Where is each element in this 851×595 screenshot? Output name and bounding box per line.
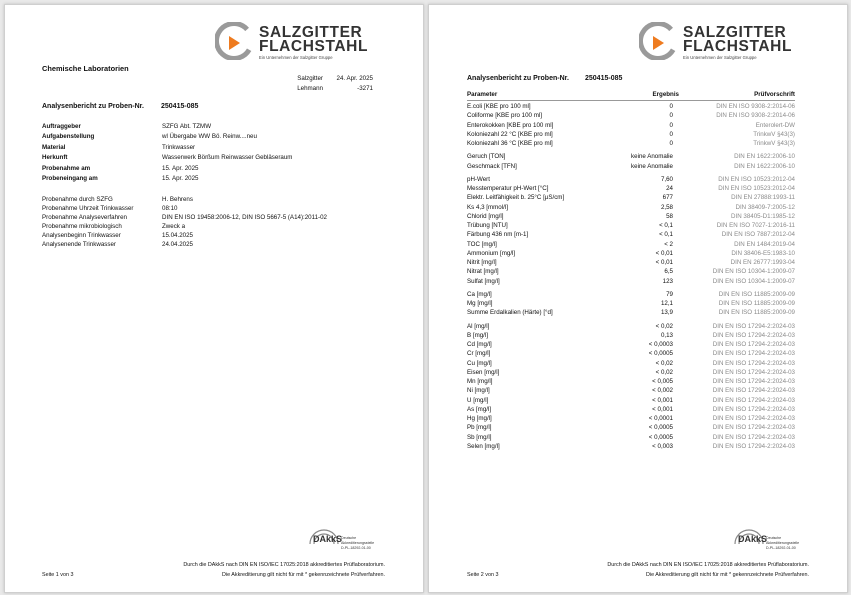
table-row-parameter: TOC [mg/l]: [467, 240, 497, 248]
table-row-result: 0: [669, 140, 673, 147]
table-row-method: DIN EN ISO 17294-2:2024-03: [712, 405, 795, 413]
detail-value: H. Behrens: [162, 196, 193, 203]
table-row-parameter: Chlorid [mg/l]: [467, 212, 504, 220]
contact-name: Lehmann: [297, 85, 323, 92]
table-row-method: DIN EN ISO 9308-2:2014-06: [716, 112, 795, 120]
table-row-method: DIN EN ISO 10523:2012-04: [718, 185, 795, 192]
table-row-method: DIN EN ISO 10304-1:2009-07: [712, 277, 795, 285]
table-row-parameter: Summe Erdalkalien (Härte) [°d]: [467, 309, 553, 317]
table-row-parameter: Ca [mg/l]: [467, 290, 492, 298]
table-row-result: 677: [662, 194, 673, 202]
dakks-line1: Deutsche: [341, 536, 357, 540]
table-row-method: DIN EN ISO 17294-2:2024-03: [712, 442, 795, 450]
table-row-result: 2,58: [660, 203, 673, 211]
table-row-parameter: Färbung 436 nm [m-1]: [467, 231, 529, 239]
header-result: Ergebnis: [652, 91, 679, 98]
table-row-parameter: E.coli [KBE pro 100 ml]: [467, 103, 531, 110]
table-row-parameter: Koloniezahl 22 °C [KBE pro ml]: [467, 130, 553, 138]
table-row-result: < 0,02: [655, 322, 673, 330]
table-row-method: DIN 38405-D1:1985-12: [731, 212, 795, 220]
table-row-parameter: Messtemperatur pH-Wert [°C]: [467, 185, 549, 192]
header-method: Prüfvorschrift: [754, 91, 795, 98]
company-name-line1: SALZGITTER: [259, 24, 363, 41]
table-row-result: 0,13: [660, 331, 673, 339]
table-row-parameter: Mg [mg/l]: [467, 300, 493, 307]
detail-value: 24.04.2025: [162, 240, 193, 248]
detail-value: SZFG Abt. TZMW: [162, 123, 212, 130]
table-row-result: 0: [669, 121, 673, 129]
table-row-method: DIN EN ISO 17294-2:2024-03: [712, 424, 795, 432]
page-number: Seite 1 von 3: [42, 572, 74, 578]
table-row-result: < 0,002: [652, 387, 673, 395]
detail-value: DIN EN ISO 19458:2006-12, DIN ISO 5667-5 (A14):2011-02: [162, 213, 327, 221]
detail-value: 15. Apr. 2025: [162, 175, 199, 182]
detail-label: Probenahme Uhrzeit Trinkwasser: [42, 204, 134, 212]
dakks-line2: Akkreditierungsstelle: [766, 541, 800, 545]
report-number: 250415-085: [585, 75, 623, 82]
detail-label: Herkunft: [42, 154, 68, 162]
table-row-parameter: Cu [mg/l]: [467, 359, 492, 367]
table-row-parameter: Pb [mg/l]: [467, 424, 492, 432]
report-number: 250415-085: [161, 103, 199, 110]
table-row-result: < 0,0005: [648, 424, 673, 432]
dakks-line1: Deutsche: [766, 536, 782, 540]
page-number: Seite 2 von 3: [467, 572, 499, 578]
table-row-result: 0: [669, 112, 673, 120]
detail-label: Analysenbeginn Trinkwasser: [42, 231, 121, 239]
table-row-method: DIN EN 27888:1993-11: [731, 194, 795, 202]
table-row-parameter: Cd [mg/l]: [467, 341, 492, 348]
dakks-logo: [307, 522, 417, 554]
table-row-method: DIN EN ISO 17294-2:2024-03: [712, 415, 795, 422]
table-row-parameter: As [mg/l]: [467, 405, 492, 413]
report-date: 24. Apr. 2025: [336, 75, 373, 82]
footer-note: Die Akkreditierung gilt nicht für mit * gekennzeichnete Prüfverfahren.: [221, 572, 385, 578]
table-row-parameter: Koloniezahl 36 °C [KBE pro ml]: [467, 140, 553, 147]
table-row-result: 123: [662, 277, 673, 285]
company-name-line2: FLACHSTAHL: [683, 38, 793, 55]
table-row-parameter: pH-Wert: [467, 175, 490, 183]
company-logo: [215, 22, 415, 62]
table-row-result: < 0,02: [655, 359, 673, 367]
company-subline: Ein Unternehmen der Salzgitter Gruppe: [259, 55, 333, 60]
table-row-result: < 0,01: [655, 249, 673, 257]
table-row-parameter: Eisen [mg/l]: [467, 368, 500, 376]
table-row-method: DIN EN ISO 9308-2:2014-06: [716, 103, 795, 110]
table-row-method: DIN EN ISO 17294-2:2024-03: [712, 387, 795, 395]
dakks-name: DAkkS: [738, 534, 768, 544]
table-row-method: DIN EN ISO 11885:2009-09: [718, 309, 795, 317]
table-row-method: DIN EN ISO 17294-2:2024-03: [712, 341, 795, 348]
report-page-1: [4, 4, 424, 593]
place: Salzgitter: [297, 75, 323, 82]
table-row-result: 13,9: [660, 309, 673, 317]
table-row-result: < 0,001: [652, 396, 673, 404]
table-row-result: < 0,1: [659, 231, 673, 239]
table-row-result: 79: [666, 290, 673, 298]
dakks-logo: [732, 522, 842, 554]
detail-value: 15.04.2025: [162, 231, 193, 239]
table-row-parameter: Ni [mg/l]: [467, 387, 490, 395]
dakks-line2: Akkreditierungsstelle: [341, 541, 375, 545]
table-row-method: TrinkwV §43(3): [753, 130, 795, 138]
detail-value: 08:10: [162, 204, 178, 212]
table-row-parameter: Sulfat [mg/l]: [467, 277, 500, 285]
table-row-result: 24: [666, 185, 673, 192]
table-row-method: DIN EN ISO 17294-2:2024-03: [712, 359, 795, 367]
table-row-parameter: U [mg/l]: [467, 396, 489, 404]
contact-phone: -3271: [357, 85, 373, 92]
table-row-parameter: Geruch [TON]: [467, 153, 506, 161]
salzgitter-logo-icon: [215, 22, 253, 60]
table-row-result: keine Anomalie: [631, 162, 673, 170]
detail-label: Material: [42, 143, 66, 151]
detail-value: wl Übergabe WW Bö. Reinw....neu: [162, 133, 257, 141]
table-row-result: 0: [669, 103, 673, 110]
table-row-method: DIN 38409-7:2005-12: [735, 203, 795, 211]
table-row-result: < 0,0005: [648, 433, 673, 441]
report-title: Analysenbericht zu Proben-Nr.: [42, 103, 144, 110]
table-row-method: DIN EN ISO 17294-2:2024-03: [712, 368, 795, 376]
detail-label: Probenahme am: [42, 164, 91, 172]
footer-note: Die Akkreditierung gilt nicht für mit * gekennzeichnete Prüfverfahren.: [645, 572, 809, 578]
table-row-parameter: Ammonium [mg/l]: [467, 249, 516, 257]
table-row-result: 6,5: [664, 268, 673, 276]
company-logo: [639, 22, 839, 62]
table-row-method: DIN EN 1622:2006-10: [734, 162, 795, 170]
table-row-method: DIN EN ISO 7887:2012-04: [721, 231, 795, 239]
table-row-result: < 0,01: [655, 259, 673, 266]
table-row-result: keine Anomalie: [631, 153, 673, 161]
table-row-result: < 2: [664, 240, 673, 248]
dakks-name: DAkkS: [313, 534, 343, 544]
department-title: Chemische Laboratorien: [42, 64, 129, 73]
table-row-method: DIN EN ISO 11885:2009-09: [718, 300, 795, 307]
table-row-method: DIN EN ISO 10523:2012-04: [718, 175, 795, 183]
table-row-method: DIN EN ISO 17294-2:2024-03: [712, 322, 795, 330]
table-row-result: < 0,02: [655, 368, 673, 376]
salzgitter-logo-icon: [639, 22, 677, 60]
table-row-result: 58: [666, 212, 673, 220]
detail-value: Wasserwerk Börßum Reinwasser Gebläseraum: [162, 154, 293, 162]
table-row-parameter: B [mg/l]: [467, 331, 488, 339]
company-subline: Ein Unternehmen der Salzgitter Gruppe: [683, 55, 757, 60]
table-row-parameter: Elektr. Leitfähigkeit b. 25°C [µS/cm]: [467, 194, 565, 202]
table-row-parameter: Coliforme [KBE pro 100 ml]: [467, 112, 542, 120]
table-row-method: DIN EN ISO 17294-2:2024-03: [712, 378, 795, 385]
table-row-result: 12,1: [660, 300, 673, 307]
footer-accreditation: Durch die DAkkS nach DIN EN ISO/IEC 17025:2018 akkreditiertes Prüflaboratorium.: [183, 562, 385, 568]
table-row-method: DIN EN ISO 7027-1:2016-11: [716, 222, 795, 229]
table-row-parameter: Al [mg/l]: [467, 322, 490, 330]
table-row-parameter: Trübung [NTU]: [467, 222, 508, 229]
detail-label: Aufgabenstellung: [42, 133, 95, 141]
detail-value: 15. Apr. 2025: [162, 164, 199, 172]
table-row-method: DIN EN ISO 17294-2:2024-03: [712, 433, 795, 441]
table-row-method: Enterolert-DW: [755, 121, 795, 129]
table-row-result: 7,60: [660, 175, 673, 183]
table-row-result: < 0,001: [652, 405, 673, 413]
detail-label: Probenahme mikrobiologisch: [42, 222, 122, 230]
table-row-method: TrinkwV §43(3): [753, 140, 795, 147]
company-name-line2: FLACHSTAHL: [259, 38, 369, 55]
detail-value: Trinkwasser: [162, 143, 196, 151]
table-row-method: DIN 38406-E5:1983-10: [731, 249, 795, 257]
table-row-method: DIN EN ISO 17294-2:2024-03: [712, 350, 795, 358]
table-row-method: DIN EN ISO 17294-2:2024-03: [712, 396, 795, 404]
report-title: Analysenbericht zu Proben-Nr.: [467, 75, 569, 82]
table-row-method: DIN EN 1484:2019-04: [734, 240, 795, 248]
table-row-parameter: Enterokokken [KBE pro 100 ml]: [467, 121, 554, 129]
table-row-parameter: Sb [mg/l]: [467, 433, 492, 441]
company-name-line1: SALZGITTER: [683, 24, 787, 41]
header-parameter: Parameter: [467, 91, 498, 98]
header-divider: [467, 100, 795, 101]
table-row-method: DIN EN ISO 11885:2009-09: [718, 290, 795, 298]
table-row-parameter: Nitrat [mg/l]: [467, 268, 499, 276]
table-row-method: DIN EN 26777:1993-04: [730, 259, 795, 266]
table-row-result: < 0,003: [652, 442, 673, 450]
table-row-result: 0: [669, 130, 673, 138]
detail-value: Zweck a: [162, 222, 186, 230]
table-row-parameter: Cr [mg/l]: [467, 350, 491, 358]
table-row-parameter: Mn [mg/l]: [467, 378, 493, 385]
detail-label: Auftraggeber: [42, 123, 81, 130]
table-row-method: DIN EN ISO 10304-1:2009-07: [712, 268, 795, 276]
dakks-line3: D-PL-18292-01-00: [766, 546, 796, 550]
detail-label: Analysenende Trinkwasser: [42, 240, 116, 248]
table-row-result: < 0,0001: [648, 415, 673, 422]
table-row-method: DIN EN ISO 17294-2:2024-03: [712, 331, 795, 339]
table-row-parameter: Selen [mg/l]: [467, 442, 500, 450]
footer-accreditation: Durch die DAkkS nach DIN EN ISO/IEC 17025:2018 akkreditiertes Prüflaboratorium.: [607, 562, 809, 568]
dakks-line3: D-PL-18292-01-00: [341, 546, 371, 550]
table-row-parameter: Ks 4,3 [mmol/l]: [467, 203, 508, 211]
table-row-parameter: Hg [mg/l]: [467, 415, 492, 422]
table-row-result: < 0,1: [659, 222, 673, 229]
table-row-method: DIN EN 1622:2006-10: [734, 153, 795, 161]
table-row-parameter: Geschmack [TFN]: [467, 162, 517, 170]
detail-label: Probenahme durch SZFG: [42, 196, 113, 203]
table-row-parameter: Nitrit [mg/l]: [467, 259, 497, 266]
table-row-result: < 0,005: [652, 378, 673, 385]
detail-label: Probenahme Analyseverfahren: [42, 213, 127, 221]
table-row-result: < 0,0005: [648, 350, 673, 358]
table-row-result: < 0,0003: [648, 341, 673, 348]
report-page-2: [428, 4, 848, 593]
detail-label: Probeneingang am: [42, 175, 98, 182]
